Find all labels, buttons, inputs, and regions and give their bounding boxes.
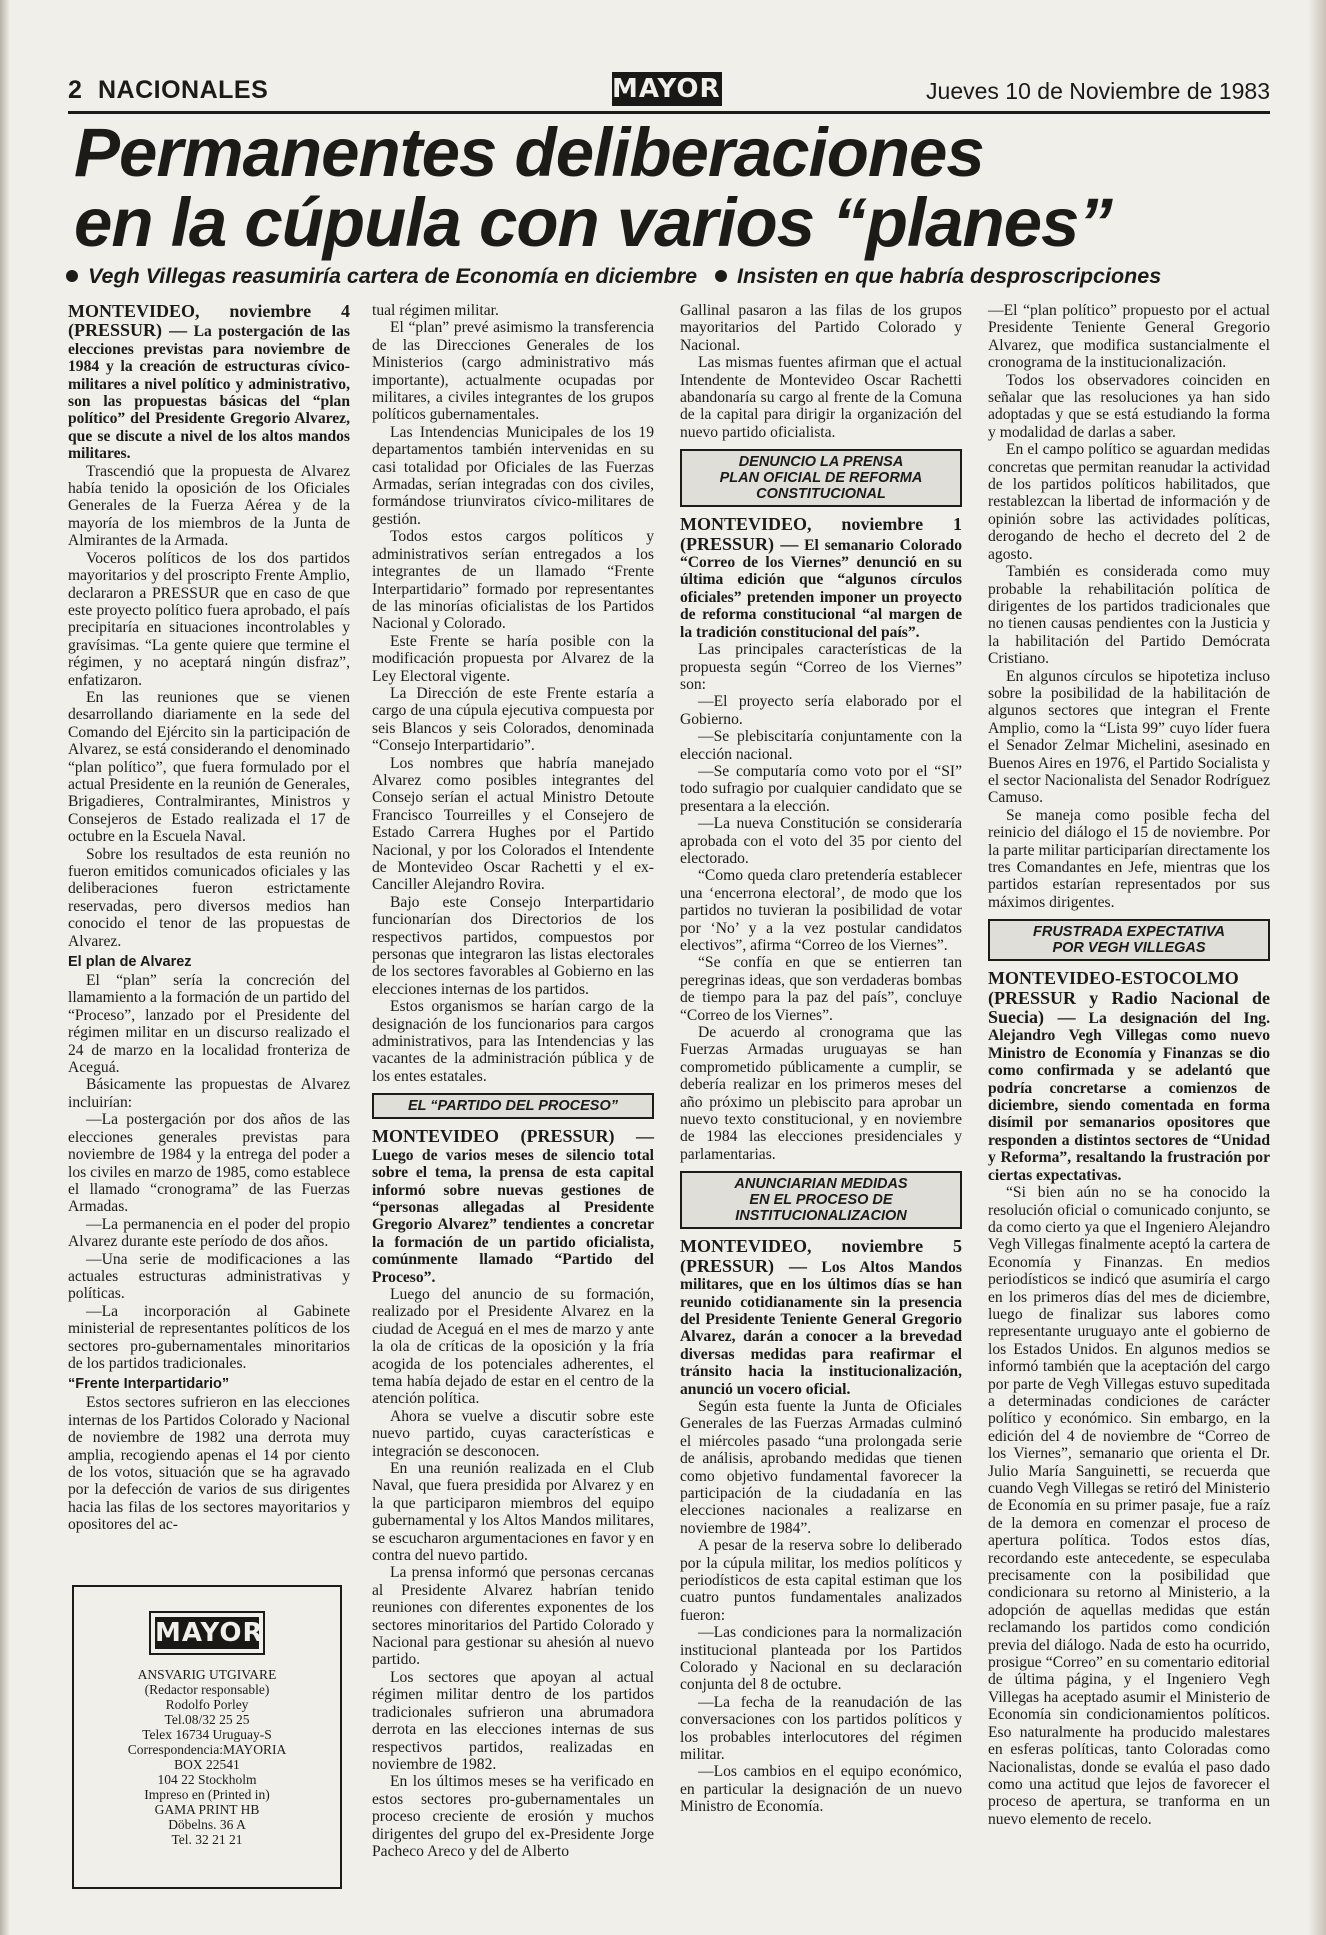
paragraph: Básicamente las propuestas de Alvarez incluirían: — [68, 1076, 350, 1111]
paragraph: Según esta fuente la Junta de Oficiales Generales de las Fuerzas Armadas culminó el miércoles pasado “una prolongada serie de análisis, aprobando medidas que tienen como objetivo fundamental favorecer la participación de la ciudadanía en las elecciones nacionales a realizarse en noviembre de 1984”. — [680, 1397, 962, 1537]
paragraph: A pesar de la reserva sobre lo deliberado por la cúpula militar, los medios políticos y periodísticos de esta capital estiman que los cuatro puntos fundamentales analizados fueron: — [680, 1537, 962, 1624]
paragraph: Trascendió que la propuesta de Alvarez había tenido la oposición de los Oficiales Generales de la Fuerza Aérea y de la mayoría de los miembros de la Junta de Almirantes de la Armada. — [68, 462, 350, 550]
headline — [74, 114, 1264, 261]
issue-date: Jueves 10 de Noviembre de 1983 — [926, 78, 1270, 104]
paragraph: Las Intendencias Municipales de los 19 departamentos también intervenidas en su casi totalidad por Oficiales de las Fuerzas Armadas, serían integradas con dos civiles, formándose triunviratos cívico-militares de gestión. — [372, 423, 654, 528]
paragraph: “Si bien aún no se ha conocido la resolución oficial o comunicado conjunto, se da como cierto ya que el Ingeniero Alejandro Vegh Villegas finalmente aceptó la cartera de Economía y Finanzas. En medios periodísticos se indicó que asumiría el cargo en los primeros días del mes de diciembre, luego de finalizar sus labores como representante uruguayo ante el gobierno de los Estados Unidos. En algunos medios se informó también que la aceptación del cargo por parte de Vegh Villegas estuvo supeditada a determinadas condiciones de carácter político y económico. Sin embargo, en la edición del 4 de noviembre de “Correo de los Viernes”, semanario que orienta el Dr. Julio María Sanguinetti, se recuerda que cuando Vegh Villegas se retiró del Ministerio de Economía en su primer pasaje, fue a raíz de la demora en comenzar el proceso de apertura política. Todos estos días, recordando este antecedente, se especulaba precisamente con la posibilidad que condicionara su retorno al Ministerio, a la adopción de aquellas medidas que están reclamando los partidos como condición previa del diálogo. Nada de esto ha ocurrido, prosigue “Correo” en su comentario editorial de última página, y el Ingeniero Vegh Villegas ha aceptado asumir el Ministerio de Economía sin condicionamientos políticos. Eso naturalmente ha producido malestares en esferas políticas, tanto Coloradas como Nacionalistas, donde se evalúa el paso dado como una actitud que lejos de favorecer el proceso de apertura, se tranforma en un nuevo elemento de recelo. — [988, 1184, 1270, 1828]
credit-box — [72, 1585, 342, 1889]
bullet-icon — [715, 270, 727, 282]
credit-line: GAMA PRINT HB — [154, 1802, 260, 1817]
paragraph: En las reuniones que se vienen desarrollando diariamente en la sede del Comando del Ejército sin la participación de Alvarez, se está considerando el denominado “plan político”, que fuera formulado por el actual Presidente en la reunión de Generales, Brigadieres, Contralmirantes, Ministros y Consejeros de Estado realizada el 17 de octubre en la Escuela Naval. — [68, 688, 350, 846]
column-1 — [68, 302, 350, 1534]
paragraph: Todos los observadores coinciden en señalar que las resoluciones ya han sido adoptadas y que se está estudiando la forma y modalidad de darlas a saber. — [988, 371, 1270, 441]
subheading: “Frente Interpartidario” — [68, 1376, 230, 1393]
lead-paragraph: La designación del Ing. Alejandro Vegh Villegas como nuevo Ministro de Economía y Finanzas se dio como confirmada y se adelantó que podría concretarse a comienzos de diciembre, siendo comentada en forma disímil por semanarios opositores que responden a distintos sectores de “Unidad y Reforma”, resaltando la frustración por ciertas expectativas. — [988, 1010, 1270, 1184]
paragraph: Las principales características de la propuesta según “Correo de los Viernes” son: — [680, 641, 962, 693]
paragraph: Voceros políticos de los dos partidos mayoritarios y del proscripto Frente Amplio, declararon a PRESSUR que en caso de que este proyecto político fuera aprobado, el país precipitaría en situaciones incontrolables y gravísimas. “La gente quiere que termine el régimen, y no aceptará ningún disfraz”, enfatizaron. — [68, 549, 350, 689]
credit-line: Telex 16734 Uruguay-S — [142, 1727, 272, 1742]
deck-1: Vegh Villegas reasumiría cartera de Economía en diciembre — [88, 264, 698, 288]
paragraph: —La incorporación al Gabinete ministerial de representantes políticos de los sectores pro-gubernamentales minoritarios de los partidos tradicionales. — [68, 1302, 350, 1372]
headline-line-1: Permanentes deliberaciones — [74, 114, 984, 191]
paragraph: Las mismas fuentes afirman que el actual Intendente de Montevideo Oscar Rachetti abandonaría su cargo al frente de la Comuna de la capital para dirigir la organización del nuevo partido oficialista. — [680, 354, 962, 441]
paragraph: De acuerdo al cronograma que las Fuerzas Armadas uruguayas se han comprometido públicamente a cumplir, se debería realizar en los primeros meses del año próximo un plebiscito para aprobar un nuevo texto constitucional, y en noviembre de 1984 las elecciones presidenciales y parlamentarias. — [680, 1024, 962, 1163]
paragraph: Se maneja como posible fecha del reinicio del diálogo el 15 de noviembre. Por la parte militar participarían directamente los tres Comandantes en Jefe, mientras que los partidos estarían representados por sus máximos dirigentes. — [988, 806, 1270, 911]
dateline: MONTEVIDEO, noviembre 1 (PRESSUR) — — [680, 514, 962, 554]
bullet-icon — [66, 270, 78, 282]
paragraph: —La nueva Constitución se consideraría aprobada con el voto del 35 por ciento del electorado. — [680, 815, 962, 867]
paragraph: En el campo político se aguardan medidas concretas que permitan reanudar la actividad de los partidos políticos habilitados, que restablezcan la libertad de información y de opinión sobre las actividades políticas, derogando de hecho el decreto del 2 de agosto. — [988, 441, 1270, 563]
subheading: El plan de Alvarez — [68, 954, 192, 971]
paragraph: La prensa informó que personas cercanas al Presidente Alvarez habrían tenido reuniones con diferentes exponentes de los sectores minoritarios del Partido Colorado y Nacional para gestionar su ahesión al nuevo partido. — [372, 1564, 654, 1669]
paragraph: Estos sectores sufrieron en las elecciones internas de los Partidos Colorado y Nacional de noviembre de 1982 una derrota muy amplia, recogiendo apenas el 14 por ciento de los votos, situación que se ha agravado por la defección de varios de sus dirigentes hacia las filas de los sectores mayoritarios y opositores del ac- — [68, 1394, 350, 1534]
lead-paragraph: El semanario Colorado “Correo de los Viernes” denunció en su última edición que “algunos círculos oficiales” pretenden imponer un proyecto de reforma constitucional “al margen de la tradición constitucional del país”. — [680, 536, 962, 641]
paragraph: En una reunión realizada en el Club Naval, que fuera presidida por Alvarez y en la que participaron miembros del equipo gubernamental y los Altos Mandos militares, se escucharon argumentaciones en favor y en contra del nuevo partido. — [372, 1460, 655, 1565]
paragraph: Bajo este Consejo Interpartidario funcionarían dos Directorios de los respectivos partidos, compuestos por personas que integraron las listas electorales de los sectores favorables al Gobierno en las elecciones internas de los partidos. — [372, 893, 654, 998]
column-3 — [680, 302, 962, 1816]
section-name: NACIONALES — [98, 76, 269, 104]
credit-line: Rodolfo Porley — [165, 1697, 249, 1712]
lead-paragraph: Los Altos Mandos militares, que en los últimos días se han reunido cotidianamente sin la presencia del Presidente Teniente General Gregorio Alvarez, darán a conocer a la brevedad diversas medidas para reafirmar el tránsito hacia la institucionalización, anunció un vocero oficial. — [680, 1258, 962, 1398]
paragraph: Este Frente se haría posible con la modificación propuesta por Alvarez de la Ley Electoral vigente. — [372, 632, 654, 685]
section-box-heading: ANUNCIARIAN MEDIDAS EN EL PROCESO DE INSTITUCIONALIZACION — [680, 1171, 962, 1229]
section-box-heading: FRUSTRADA EXPECTATIVA POR VEGH VILLEGAS — [988, 919, 1270, 961]
section-box-heading: EL “PARTIDO DEL PROCESO” — [372, 1093, 654, 1119]
dateline: MONTEVIDEO-ESTOCOLMO (PRESSUR y Radio Nacional de Suecia) — — [988, 968, 1270, 1028]
credit-line: Tel.08/32 25 25 — [164, 1712, 250, 1727]
credit-line: (Redactor responsable) — [144, 1682, 270, 1697]
paragraph: tual régimen militar. — [372, 302, 499, 319]
credit-logo: MAYORIA — [149, 1611, 265, 1655]
paragraph: El “plan” prevé asimismo la transferencia de las Direcciones Generales de los Ministerios (cargo administrativo más importante), actualmente ocupadas por militares, a civiles integrantes de los grupos políticos gubernamentales. — [372, 319, 654, 424]
paragraph: —Se plebiscitaría conjuntamente con la elección nacional. — [680, 728, 962, 763]
paragraph: —Los cambios en el equipo económico, en particular la designación de un nuevo Ministro de Economía. — [680, 1763, 962, 1816]
paragraph: —Una serie de modificaciones a las actuales estructuras administrativas y políticas. — [68, 1250, 350, 1303]
paragraph: Estos organismos se harían cargo de la designación de los funcionarios para cargos administrativos, para las Intendencias y las vacantes de la administración pública y de los entes estatales. — [372, 998, 654, 1085]
paragraph: La Dirección de este Frente estaría a cargo de una cúpula ejecutiva compuesta por seis Blancos y seis Colorados, denominada “Consejo Interpartidario”. — [372, 684, 654, 755]
paragraph: Sobre los resultados de esta reunión no fueron emitidos comunicados oficiales y las deliberaciones fueron estrictamente reservadas, pero diversos medios han conocido el tenor de las propuestas de Alvarez. — [68, 845, 350, 950]
paragraph: —El proyecto sería elaborado por el Gobierno. — [680, 693, 962, 728]
paragraph: En algunos círculos se hipotetiza incluso sobre la posibilidad de la habilitación de algunos sectores que integran el Frente Amplio, como la “Lista 99” cuyo líder fuera el Senador Zelmar Michelini, asesinado en Buenos Aires en 1976, el Partido Socialista y el sector Nacionalista del Senador Rodríguez Camuso. — [988, 667, 1270, 807]
paragraph: —La fecha de la reanudación de las conversaciones con los partidos políticos y los probables interlocutores del régimen militar. — [680, 1693, 962, 1764]
credit-line: Tel. 32 21 21 — [171, 1832, 243, 1847]
paragraph: “Se confía en que se entierren tan peregrinas ideas, que son verdaderas bombas de tiempo para la paz del país”, concluye “Correo de los Viernes”. — [680, 954, 962, 1024]
paragraph: Gallinal pasaron a las filas de los grupos mayoritarios del Partido Colorado y Nacional. — [680, 302, 962, 354]
credit-line: ANSVARIG UTGIVARE — [137, 1667, 277, 1682]
paragraph: Todos estos cargos políticos y administrativos serían entregados a los integrantes de un llamado “Frente Interpartidario” formado por representantes de las minorías oficialistas de los Partidos Nacional y Colorado. — [372, 528, 654, 633]
column-4 — [988, 302, 1270, 1828]
paragraph: —El “plan político” propuesto por el actual Presidente Teniente General Gregorio Alvarez, que modifica sustancialmente el cronograma de la institucionalización. — [988, 302, 1270, 372]
dateline: MONTEVIDEO, noviembre 5 (PRESSUR) — — [680, 1236, 962, 1276]
credit-line: 104 22 Stockholm — [157, 1772, 257, 1787]
headline-line-2: en la cúpula con varios “planes” — [74, 184, 1112, 261]
paragraph: —Las condiciones para la normalización institucional planteada por los Partidos Colorado y Nacional en su declaración conjunta del 8 de octubre. — [680, 1624, 962, 1694]
paragraph: El “plan” sería la concreción del llamamiento a la formación de un partido del “Proceso”, lanzado por el Presidente del régimen militar en un discurso realizado el 24 de marzo en la localidad fronteriza de Aceguá. — [68, 972, 350, 1077]
paragraph: “Como queda claro pretendería establecer una ‘encerrona electoral’, de modo que los partidos no tuvieran la posibilidad de votar por ‘No’ y a la vez postular candidatos electivos”, afirma “Correo de los Viernes”. — [680, 867, 962, 954]
credit-line: Impreso en (Printed in) — [144, 1787, 270, 1802]
paragraph: —La postergación por dos años de las elecciones generales previstas para noviembre de 1984 y la entrega del poder a los civiles en marzo de 1985, como establece el llamado “cronograma” de las Fuerzas Armadas. — [68, 1111, 350, 1216]
deck — [66, 264, 1276, 289]
paragraph: Ahora se vuelve a discutir sobre este nuevo partido, cuyas características e integración se desconocen. — [372, 1407, 654, 1460]
section-box-heading: DENUNCIO LA PRENSA PLAN OFICIAL DE REFORMA CONSTITUCIONAL — [680, 449, 962, 507]
paragraph: —La permanencia en el poder del propio Alvarez durante este período de dos años. — [68, 1215, 350, 1251]
lead-paragraph: La postergación de las elecciones previstas para noviembre de 1984 y la creación de estructuras cívico-militares a nivel político y administrativo, son las propuestas básicas del “plan político” del Presidente Gregorio Alvarez, que se discute a nivel de los altos mandos militares. — [68, 323, 350, 463]
credit-line: BOX 22541 — [174, 1757, 240, 1772]
masthead-logo: MAYORIA — [612, 74, 753, 104]
paragraph: Los sectores que apoyan al actual régimen militar dentro de los partidos tradicionales sufrieron una abrumadora derrota en las elecciones internas de sus respectivos partidos, realizadas en noviembre de 1982. — [372, 1668, 654, 1773]
page-header — [68, 72, 1270, 108]
dateline: MONTEVIDEO (PRESSUR) — — [372, 1126, 654, 1147]
lead-paragraph: Luego de varios meses de silencio total sobre el tema, la prensa de esta capital informó sobre nuevas gestiones de “personas allegadas al Presidente Gregorio Alvarez” tendientes a concretar la formación de un partido oficialista, comúnmente llamado “Partido del Proceso”. — [372, 1146, 654, 1286]
paragraph: También es considerada como muy probable la rehabilitación política de dirigentes de los partidos tradicionales que no tienen causas pendientes con la Justicia y la habilitación del Partido Demócrata Cristiano. — [988, 563, 1270, 668]
credit-line: Correspondencia:MAYORIA — [127, 1742, 287, 1757]
page-edge-right — [1308, 0, 1326, 1935]
paragraph: En los últimos meses se ha verificado en estos sectores pro-gubernamentales un proceso creciente de erosión y muchos dirigentes del grupo del ex-Presidente Jorge Pacheco Areco y del de Alberto — [372, 1773, 654, 1860]
paragraph: Luego del anuncio de su formación, realizado por el Presidente Alvarez en la ciudad de Aceguá en el mes de marzo y ante la ola de críticas de la oposición y la fría acogida de los potenciales adherentes, el tema había dejado de estar en el centro de la atención política. — [372, 1285, 654, 1408]
paragraph: Los nombres que habría manejado Alvarez como posibles integrantes del Consejo serían el actual Ministro Detoute Francisco Tourreilles y el Consejero de Estado Carrera Hughes por el Partido Nacional, y por los Colorados el Intendente de Montevideo Oscar Rachetti y el ex-Canciller Alejandro Rovira. — [372, 754, 654, 894]
credit-line: Döbelns. 36 A — [168, 1817, 246, 1832]
page-edge-left — [0, 0, 10, 1935]
dateline: MONTEVIDEO, noviembre 4 (PRESSUR) — — [68, 301, 350, 341]
deck-2: Insisten en que habría desproscripciones — [737, 264, 1162, 288]
paragraph: —Se computaría como voto por el “SI” todo sufragio por cualquier candidato que se presentara a la elección. — [680, 762, 962, 815]
column-2 — [372, 302, 654, 1860]
page-number: 2 — [68, 76, 82, 104]
